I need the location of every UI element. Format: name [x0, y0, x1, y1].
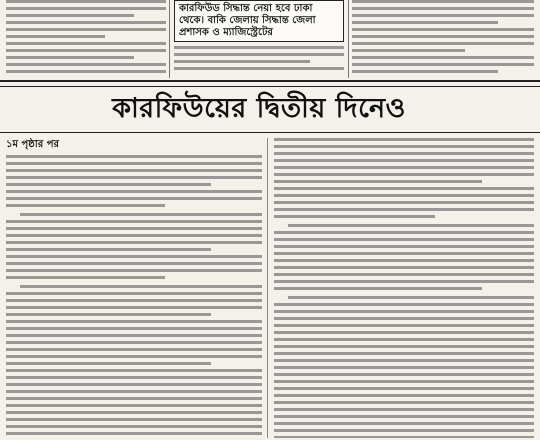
text-line: [6, 306, 262, 309]
text-line: [274, 380, 534, 383]
text-line: [274, 152, 534, 155]
article-column-right: [274, 138, 534, 438]
text-line: [6, 334, 262, 337]
text-line: [274, 138, 534, 141]
text-line: [274, 436, 534, 438]
text-lines: [6, 155, 262, 207]
text-line: [352, 63, 534, 66]
text-line: [6, 369, 262, 372]
text-line: [6, 248, 211, 251]
text-line: [274, 252, 534, 255]
text-line: [6, 70, 166, 73]
text-line: [274, 180, 482, 183]
text-line: [6, 432, 262, 435]
text-line: [6, 404, 262, 407]
text-line: [6, 241, 262, 244]
text-line: [6, 269, 262, 272]
text-line: [274, 280, 534, 283]
text-line: [6, 176, 262, 179]
text-line: [274, 359, 534, 362]
text-line: [174, 53, 344, 56]
text-line: [274, 387, 534, 390]
text-line: [6, 190, 262, 193]
column-separator: [169, 0, 170, 78]
text-line: [174, 67, 344, 70]
text-line: [6, 255, 262, 258]
text-line: [274, 173, 534, 176]
text-line: [6, 397, 262, 400]
text-lines: [352, 0, 534, 73]
text-line: [274, 194, 534, 197]
article-headline: কারফিউয়ের দ্বিতীয় দিনেও: [112, 93, 406, 124]
text-line: [6, 411, 262, 414]
previous-story-strip: [0, 0, 540, 78]
text-lines: [174, 46, 344, 70]
text-line: [352, 70, 498, 73]
text-line: [6, 35, 105, 38]
text-line: [274, 245, 534, 248]
column-separator: [348, 0, 349, 78]
text-line: [274, 429, 534, 432]
text-line: [6, 162, 262, 165]
text-lines: [274, 224, 534, 290]
text-line: [6, 7, 166, 10]
text-lines: [6, 213, 262, 279]
text-lines: [6, 285, 262, 435]
top-column-right: [352, 0, 534, 78]
text-line: [6, 56, 134, 59]
top-column-middle: [174, 0, 344, 78]
text-line: [352, 28, 534, 31]
text-line: [6, 21, 166, 24]
text-line: [352, 21, 498, 24]
text-line: [6, 383, 262, 386]
jump-from-tag: ১ম পৃষ্ঠার পর: [6, 139, 59, 150]
boxed-decision-note: কারফিউড সিদ্ধান্ত নেয়া হবে ঢাকা থেকে। বাকি জেলায় সিদ্ধান্ত জেলা প্রশাসক ও ম্যাজিস্ট্রেটের: [174, 0, 344, 42]
text-line: [6, 197, 262, 200]
text-line: [274, 215, 435, 218]
text-line: [274, 324, 534, 327]
section-rule: [0, 86, 540, 87]
text-line: [6, 28, 166, 31]
text-line: [6, 204, 165, 207]
text-line: [274, 401, 534, 404]
text-line: [274, 394, 534, 397]
text-line: [6, 63, 166, 66]
text-line: [274, 373, 534, 376]
text-line: [274, 317, 534, 320]
headline-rule: [0, 132, 540, 133]
text-line: [274, 273, 534, 276]
text-line: [352, 0, 534, 3]
text-line: [274, 352, 534, 355]
column-divider: [267, 138, 268, 438]
text-line: [288, 224, 534, 227]
text-line: [274, 187, 534, 190]
text-lines: [274, 138, 534, 218]
text-line: [274, 238, 534, 241]
text-line: [174, 46, 344, 49]
text-line: [274, 208, 534, 211]
text-line: [274, 422, 534, 425]
text-line: [288, 296, 534, 299]
text-line: [352, 56, 534, 59]
section-rule: [0, 80, 540, 82]
text-line: [6, 0, 166, 3]
text-line: [274, 310, 534, 313]
text-line: [20, 213, 262, 216]
text-line: [6, 292, 262, 295]
text-line: [6, 376, 262, 379]
text-line: [20, 285, 262, 288]
text-line: [6, 348, 262, 351]
text-line: [274, 166, 534, 169]
text-line: [6, 341, 262, 344]
text-line: [6, 262, 262, 265]
text-line: [6, 227, 262, 230]
text-line: [6, 42, 166, 45]
text-line: [352, 49, 465, 52]
text-line: [6, 49, 166, 52]
text-line: [6, 299, 262, 302]
text-line: [6, 169, 262, 172]
text-line: [274, 366, 534, 369]
text-line: [274, 231, 534, 234]
text-line: [352, 42, 534, 45]
text-line: [6, 14, 134, 17]
text-lines: [6, 0, 166, 73]
article-column-left: [6, 138, 262, 438]
text-line: [6, 313, 211, 316]
text-line: [6, 425, 262, 428]
text-line: [6, 155, 262, 158]
text-line: [274, 415, 534, 418]
text-line: [274, 303, 534, 306]
text-line: [352, 14, 534, 17]
top-column-left: [6, 0, 166, 78]
text-line: [6, 220, 262, 223]
text-line: [6, 355, 262, 358]
text-line: [6, 183, 211, 186]
text-line: [6, 276, 165, 279]
text-line: [174, 60, 310, 63]
text-line: [274, 259, 534, 262]
text-line: [6, 320, 262, 323]
text-line: [6, 234, 262, 237]
text-line: [274, 145, 534, 148]
text-line: [274, 408, 534, 411]
text-line: [274, 201, 534, 204]
text-line: [6, 362, 211, 365]
text-line: [352, 35, 534, 38]
text-line: [352, 7, 534, 10]
text-line: [274, 266, 534, 269]
text-line: [274, 159, 534, 162]
text-lines: [274, 296, 534, 438]
text-line: [6, 390, 262, 393]
text-line: [6, 418, 262, 421]
text-line: [274, 338, 534, 341]
text-line: [274, 345, 534, 348]
text-line: [274, 287, 482, 290]
text-line: [6, 327, 262, 330]
text-line: [274, 331, 534, 334]
